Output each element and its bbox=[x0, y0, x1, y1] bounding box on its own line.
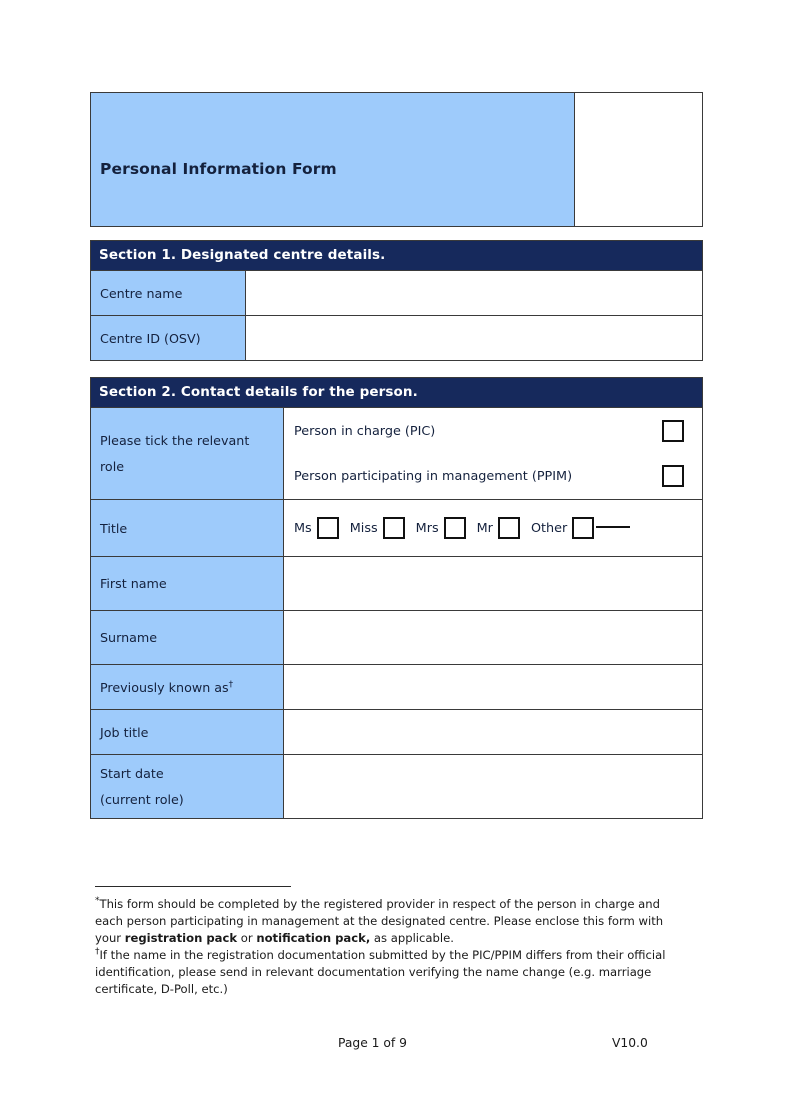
footnote-asterisk bbox=[95, 896, 685, 946]
table-row bbox=[91, 499, 702, 556]
checkbox-miss[interactable] bbox=[383, 517, 405, 539]
section-1-header: Section 1. Designated centre details. bbox=[91, 241, 702, 270]
section-1-table bbox=[90, 240, 703, 361]
title-option-other[interactable] bbox=[531, 517, 630, 539]
footnote-text: This form should be completed by the registered provider in respect of the person in charge and each person participating in management at the designated centre. Please enclose this form with your registration pack or notification pack, as applicable. bbox=[95, 897, 664, 945]
checkbox-mr[interactable] bbox=[498, 517, 520, 539]
table-row bbox=[91, 754, 702, 818]
field-label-first-name bbox=[91, 557, 284, 610]
label-text: Title bbox=[100, 520, 128, 536]
footnote-marker-dagger: † bbox=[228, 679, 234, 690]
role-option-label: Person participating in management (PPIM) bbox=[294, 468, 573, 484]
title-option-label: Mrs bbox=[415, 520, 439, 536]
field-label-job-title bbox=[91, 710, 284, 754]
title-option-label: Miss bbox=[349, 520, 378, 536]
table-row bbox=[91, 407, 702, 499]
table-row bbox=[91, 315, 702, 360]
other-title-write-in-line[interactable] bbox=[596, 526, 630, 528]
table-row bbox=[91, 270, 702, 315]
table-row bbox=[91, 556, 702, 610]
checkbox-mrs[interactable] bbox=[444, 517, 466, 539]
footnote-text: If the name in the registration documentation submitted by the PIC/PPIM differs from their official identification, please send in relevant documentation verifying the name change (e.g. marriage certificate, D-Poll, etc.) bbox=[95, 948, 666, 996]
section-2-table bbox=[90, 377, 703, 819]
field-label-centre-id bbox=[91, 316, 246, 360]
label-text: Previously known as† bbox=[100, 679, 234, 695]
form-title-banner bbox=[91, 93, 575, 226]
footnote-marker-dagger: † bbox=[95, 947, 100, 958]
title-option-mrs[interactable] bbox=[416, 517, 466, 539]
title-option-label: Mr bbox=[476, 520, 493, 536]
checkbox-ms[interactable] bbox=[317, 517, 339, 539]
field-input-surname[interactable] bbox=[284, 611, 702, 664]
field-input-first-name[interactable] bbox=[284, 557, 702, 610]
field-label-surname bbox=[91, 611, 284, 664]
field-label-centre-name bbox=[91, 271, 246, 315]
field-input-start-date[interactable] bbox=[284, 755, 702, 818]
label-text-line2: (current role) bbox=[100, 792, 184, 807]
label-text: Please tick the relevant bbox=[100, 433, 250, 448]
label-text: Surname bbox=[100, 630, 158, 645]
field-label-start-date bbox=[91, 755, 284, 818]
page-title: Personal Information Form bbox=[100, 160, 337, 178]
field-input-job-title[interactable] bbox=[284, 710, 702, 754]
logo-placeholder-box bbox=[575, 93, 702, 226]
table-row bbox=[91, 709, 702, 754]
label-text: Centre name bbox=[100, 285, 183, 301]
label-text: First name bbox=[100, 576, 167, 591]
table-row bbox=[91, 610, 702, 664]
title-option-ms[interactable] bbox=[294, 517, 339, 539]
label-text: Centre ID (OSV) bbox=[100, 330, 201, 346]
role-option-pic[interactable] bbox=[284, 409, 702, 454]
title-option-label: Ms bbox=[294, 520, 312, 536]
role-options-group bbox=[284, 408, 702, 499]
field-input-centre-name[interactable] bbox=[246, 271, 702, 315]
field-label-relevant-role bbox=[91, 408, 284, 499]
title-option-miss[interactable] bbox=[350, 517, 405, 539]
footnote-separator-line bbox=[95, 886, 291, 887]
title-options-group bbox=[284, 500, 702, 556]
field-label-previously-known-as bbox=[91, 665, 284, 709]
role-option-label: Person in charge (PIC) bbox=[294, 423, 436, 439]
label-text-line2: role bbox=[100, 459, 125, 474]
field-input-centre-id[interactable] bbox=[246, 316, 702, 360]
page-number-label: Page 1 of 9 bbox=[338, 1036, 407, 1050]
title-option-label: Other bbox=[530, 520, 568, 536]
title-option-mr[interactable] bbox=[477, 517, 520, 539]
document-version-label: V10.0 bbox=[612, 1036, 648, 1050]
role-option-ppim[interactable] bbox=[284, 454, 702, 499]
table-row bbox=[91, 664, 702, 709]
field-input-previously-known-as[interactable] bbox=[284, 665, 702, 709]
checkbox-pic[interactable] bbox=[662, 420, 684, 442]
footnote-dagger bbox=[95, 947, 685, 997]
checkbox-other[interactable] bbox=[572, 517, 594, 539]
label-text: Start date bbox=[100, 766, 164, 781]
section-2-header: Section 2. Contact details for the person. bbox=[91, 378, 702, 407]
footnote-marker-asterisk: * bbox=[95, 896, 100, 907]
footnotes-block bbox=[95, 886, 685, 999]
form-title-block bbox=[90, 92, 703, 227]
label-text: Job title bbox=[100, 724, 149, 740]
checkbox-ppim[interactable] bbox=[662, 465, 684, 487]
field-label-title bbox=[91, 500, 284, 556]
